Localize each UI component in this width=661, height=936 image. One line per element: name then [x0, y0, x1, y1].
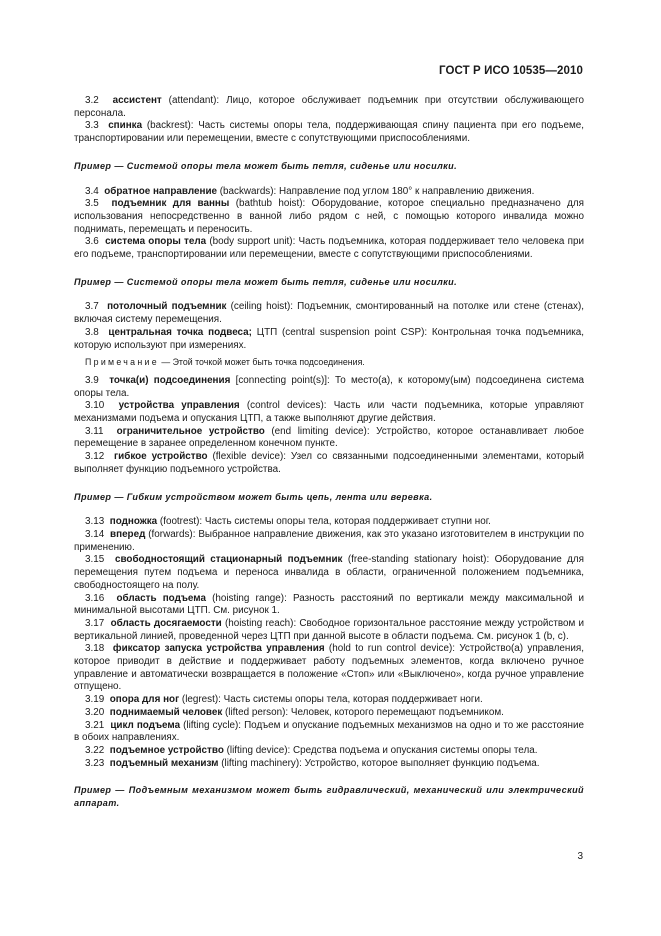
- term-number: 3.19: [85, 694, 105, 706]
- term-name: гибкое устройство: [114, 451, 208, 463]
- term-entry: [74, 400, 584, 425]
- term-number: 3.20: [85, 706, 105, 718]
- term-number: 3.6: [85, 236, 99, 248]
- term-entry: [74, 327, 584, 352]
- term-definition: (bathtub hoist): Оборудование, которое специально предназначено для использования непосредственно в ванной либо рядом с ней, с помощью которого инвалида можно поднимать, перемещать и переносить.: [74, 198, 584, 235]
- term-name: центральная точка подвеса;: [108, 326, 252, 338]
- term-number: 3.14: [85, 528, 105, 540]
- term-name: обратное направление: [104, 185, 218, 197]
- term-name: подъемный механизм: [109, 757, 219, 769]
- term-definition: (lifting device): Средства подъема и опускания системы опоры тела.: [223, 744, 538, 756]
- term-entry: [74, 643, 584, 694]
- example-note: Пример — Системой опоры тела может быть петля, сиденье или носилки.: [74, 160, 458, 171]
- term-definition: (footrest): Часть системы опоры тела, которая поддерживает ступни ног.: [157, 516, 491, 528]
- term-name: потолочный подъемник: [107, 301, 227, 313]
- term-definition: (backwards): Направление под углом 180° к направлению движения.: [217, 185, 535, 197]
- term-entry: [74, 694, 584, 707]
- term-entry: [74, 529, 584, 554]
- term-name: поднимаемый человек: [109, 706, 223, 718]
- term-definition: (lifting machinery): Устройство, которое выполняет функцию подъема.: [218, 757, 540, 769]
- term-definition: (free-standing stationary hoist): Оборудование для перемещения путем подъема и переноса инвалида в области, ограниченной положением подъемника, свободностоящего на полу.: [74, 554, 584, 591]
- term-definition: (hoisting range): Разность расстояний по вертикали между максимальной и минимальной высотами ЦТП. См. рисунок 1.: [74, 592, 584, 617]
- term-number: 3.10: [85, 400, 105, 412]
- term-entry: [74, 745, 584, 758]
- term-number: 3.17: [85, 617, 105, 629]
- note: [74, 356, 584, 369]
- page-number: 3: [577, 851, 583, 862]
- term-definition: (body support unit): Часть подъемника, которая поддерживает тело человека при его подъеме, транспортировании или перемещении, вместе с сопутствующими приспособлениями.: [74, 236, 584, 261]
- term-entry: [74, 618, 584, 643]
- term-entry: [74, 720, 584, 745]
- term-number: 3.16: [85, 592, 105, 604]
- term-definition: (lifted person): Человек, которого перемещают подъемником.: [222, 706, 504, 718]
- term-name: опора для ног: [109, 694, 180, 706]
- term-name: цикл подъема: [110, 719, 181, 731]
- term-definition: (legrest): Часть системы опоры тела, которая поддерживает ноги.: [179, 694, 483, 706]
- term-entry: [74, 236, 584, 261]
- term-name: подъемное устройство: [109, 744, 224, 756]
- term-definition: (forwards): Выбранное направление движения, как это указано изготовителем в инструкции по применению.: [74, 528, 584, 553]
- term-name: свободностоящий стационарный подъемник: [114, 554, 343, 566]
- term-definition: (ceiling hoist): Подъемник, смонтированный на потолке или стене (стенах), включая систему перемещения.: [74, 301, 584, 326]
- term-definition: (end limiting device): Устройство, которое останавливает любое перемещение в заранее определенном конечном пункте.: [74, 425, 584, 450]
- term-entry: [74, 516, 584, 529]
- term-number: 3.7: [85, 301, 99, 313]
- term-number: 3.3: [85, 120, 99, 132]
- term-entry: [74, 375, 584, 400]
- term-number: 3.21: [85, 719, 105, 731]
- term-name: вперед: [110, 528, 146, 540]
- term-number: 3.12: [85, 451, 105, 463]
- example-note: Пример — Системой опоры тела может быть петля, сиденье или носилки.: [74, 276, 458, 287]
- note-text: — Этой точкой может быть точка подсоединения.: [158, 357, 365, 368]
- document-body: [74, 95, 584, 823]
- term-definition: (lifting cycle): Подъем и опускание подъемных механизмов на одно и то же расстояние в обоих направлениях.: [74, 719, 584, 744]
- term-entry: [74, 198, 584, 236]
- term-name: спинка: [108, 120, 143, 132]
- term-entry: [74, 120, 584, 145]
- term-entry: [74, 593, 584, 618]
- term-name: фиксатор запуска устройства управления: [112, 643, 325, 655]
- term-number: 3.23: [85, 757, 105, 769]
- term-number: 3.2: [85, 95, 99, 106]
- term-name: ограничительное устройство: [116, 425, 265, 437]
- term-definition: (flexible device): Узел со связанными подсоединенными элементами, который выполняет функцию подъемного устройства.: [74, 451, 584, 475]
- term-name: подъемник для ванны: [111, 198, 230, 210]
- term-number: 3.11: [85, 425, 104, 437]
- term-definition: (backrest): Часть системы опоры тела, поддерживающая спину пациента при его подъеме, транспортировании или перемещении, вместе с сопутствующими приспособлениями.: [74, 120, 584, 145]
- term-definition: (hoisting reach): Свободное горизонтальное расстояние между устройством и вертикальной линией, проведенной через ЦТП при данной высоте в области подъема. См. рисунок 1 (b, c).: [74, 617, 584, 642]
- document-header: ГОСТ Р ИСО 10535—2010: [438, 65, 583, 77]
- term-number: 3.18: [85, 643, 105, 655]
- term-entry: [74, 426, 584, 451]
- term-entry: [74, 186, 584, 199]
- term-entry: [74, 554, 584, 592]
- example-note: Пример — Подъемным механизмом может быть гидравлический, механический или электрический аппарат.: [74, 785, 584, 809]
- term-number: 3.22: [85, 744, 105, 756]
- term-number: 3.5: [85, 198, 99, 210]
- term-entry: [74, 451, 584, 476]
- term-name: точка(и) подсоединения: [109, 374, 231, 386]
- note-label: Примечание: [85, 357, 159, 368]
- term-name: область досягаемости: [110, 617, 222, 629]
- term-definition: (hold to run control device): Устройство(а) управления, которое приводит в действие и поддерживает работу подъемных элементов, когда включено ручное управление и автоматически возвращается в положение «Стоп» или «Выключено», когда ручное управление отпущено.: [74, 643, 584, 693]
- example-note: Пример — Гибким устройством может быть цепь, лента или веревка.: [74, 491, 433, 502]
- term-definition: (control devices): Часть или части подъемника, которые управляют механизмами подъема и опускания ЦТП, а также выполняют другие действия.: [74, 400, 584, 425]
- term-entry: [74, 707, 584, 720]
- term-name: устройства управления: [118, 400, 240, 412]
- term-number: 3.13: [85, 516, 105, 528]
- term-definition: (attendant): Лицо, которое обслуживает подъемник при отсутствии обслуживающего персонала.: [74, 95, 584, 119]
- term-number: 3.4: [85, 185, 99, 197]
- term-name: система опоры тела: [105, 236, 207, 248]
- term-number: 3.15: [85, 554, 105, 566]
- term-name: ассистент: [112, 95, 162, 106]
- term-entry: [74, 95, 584, 120]
- term-number: 3.8: [85, 326, 99, 338]
- term-entry: [74, 301, 584, 326]
- term-definition: ЦТП (central suspension point CSP): Контрольная точка подъемника, которую используют при измерениях.: [74, 326, 584, 351]
- term-name: подножка: [109, 516, 158, 528]
- term-number: 3.9: [85, 374, 99, 386]
- term-definition: [connecting point(s)]: То место(а), к которому(ым) подсоединена система опоры тела.: [74, 374, 584, 399]
- term-entry: [74, 758, 584, 771]
- term-name: область подъема: [116, 592, 206, 604]
